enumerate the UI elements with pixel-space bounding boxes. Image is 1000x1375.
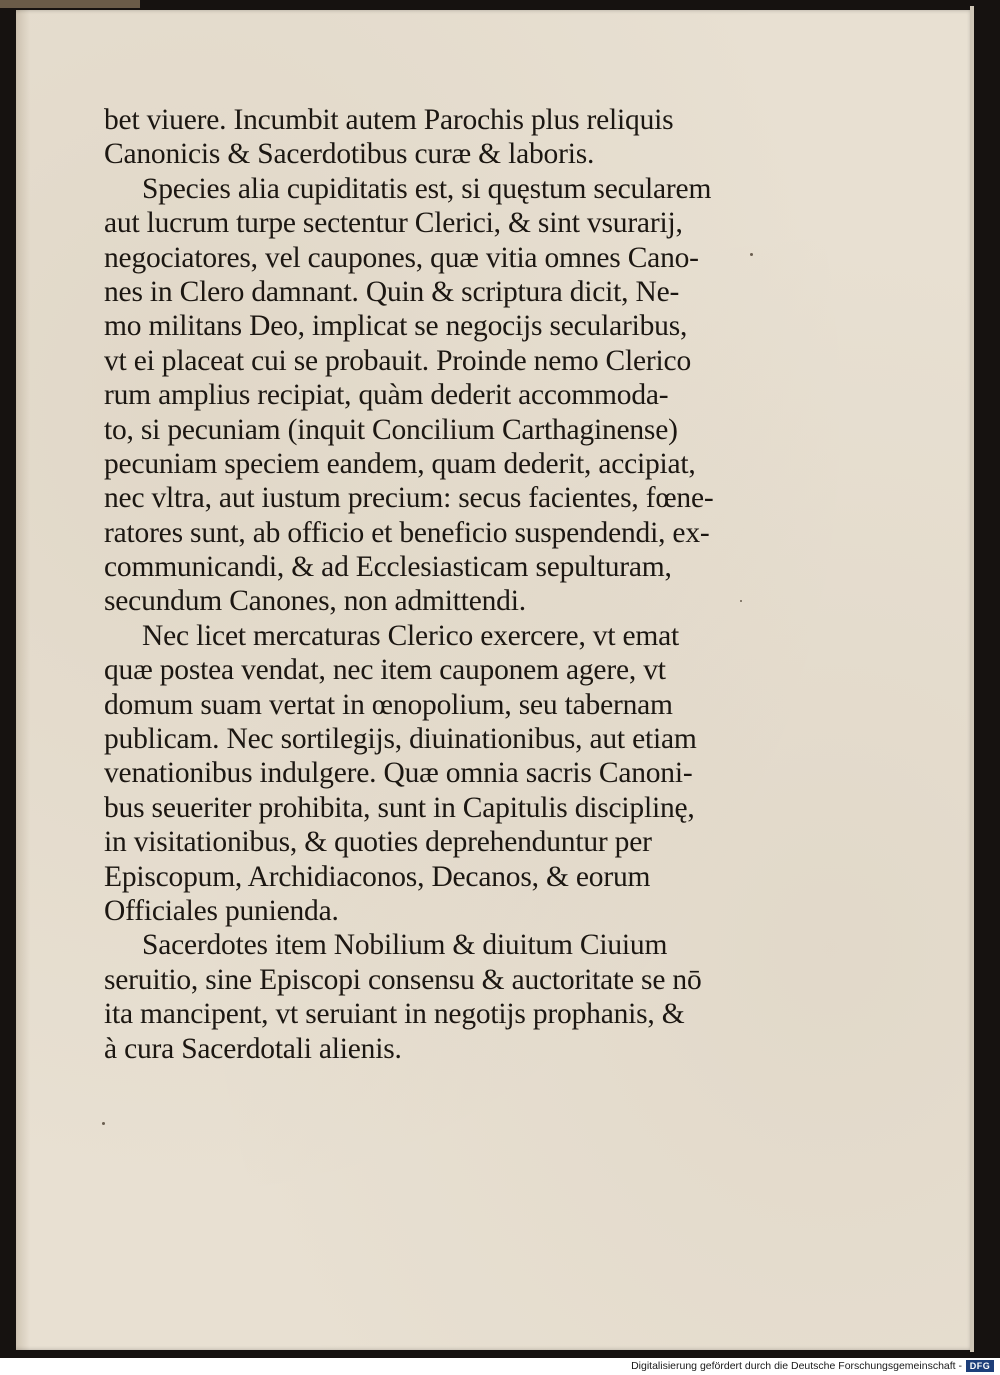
text-line: ratores sunt, ab officio et beneficio suspendendi, ex-	[104, 516, 710, 549]
text-line: in visitationibus, & quoties deprehenduntur per	[104, 826, 652, 859]
text-line: negociatores, vel caupones, quæ vitia omnes Cano-	[104, 241, 699, 274]
text-line: communicandi, & ad Ecclesiasticam sepulturam,	[104, 551, 672, 584]
text-line: secundum Canones, non admittendi.	[104, 585, 526, 618]
text-line: à cura Sacerdotali alienis.	[104, 1032, 402, 1065]
text-line: ita mancipent, vt seruiant in negotijs prophanis, &	[104, 998, 685, 1031]
text-line: nec vltra, aut iustum precium: secus facientes, fœne-	[104, 482, 714, 515]
text-line: aut lucrum turpe sectentur Clerici, & sint vsurarij,	[104, 207, 683, 240]
text-line: to, si pecuniam (inquit Concilium Carthaginense)	[104, 413, 678, 446]
text-line: bet viuere. Incumbit autem Parochis plus reliquis	[104, 104, 674, 136]
text-line: vt ei placeat cui se probauit. Proinde nemo Clerico	[104, 344, 691, 377]
text-line: bus seueriter prohibita, sunt in Capitulis disciplinę,	[104, 791, 695, 824]
page-edge	[970, 6, 974, 1352]
text-line: rum amplius recipiat, quàm dederit accommoda-	[104, 379, 669, 412]
text-line: Episcopum, Archidiaconos, Decanos, & eorum	[104, 860, 651, 893]
text-line: seruitio, sine Episcopi consensu & auctoritate se nō	[104, 963, 702, 996]
text-line: quæ postea vendat, nec item cauponem agere, vt	[104, 654, 666, 687]
text-line: venationibus indulgere. Quæ omnia sacris Canoni-	[104, 757, 693, 790]
text-line: nes in Clero damnant. Quin & scriptura dicit, Ne-	[104, 275, 680, 308]
text-line: publicam. Nec sortilegijs, diuinationibus, aut etiam	[104, 723, 697, 756]
text-line: Species alia cupiditatis est, si quęstum secularem	[142, 172, 712, 205]
text-line: Nec licet mercaturas Clerico exercere, vt emat	[142, 619, 680, 652]
page-text	[104, 103, 754, 1066]
funding-credit: Digitalisierung gefördert durch die Deutsche Forschungsgemeinschaft -	[631, 1360, 962, 1372]
text-line: Canonicis & Sacerdotibus curæ & laboris.	[104, 138, 595, 171]
footer-bar	[0, 1358, 1000, 1375]
text-line: pecuniam speciem eandem, quam dederit, accipiat,	[104, 447, 696, 480]
text-line: mo militans Deo, implicat se negocijs secularibus,	[104, 310, 688, 343]
text-line: Sacerdotes item Nobilium & diuitum Ciuium	[142, 929, 668, 962]
text-line: Officiales punienda.	[104, 894, 339, 927]
text-line: domum suam vertat in œnopolium, seu tabernam	[104, 688, 673, 721]
binding-strip	[0, 0, 140, 8]
dfg-logo-icon[interactable]: DFG	[966, 1360, 994, 1372]
